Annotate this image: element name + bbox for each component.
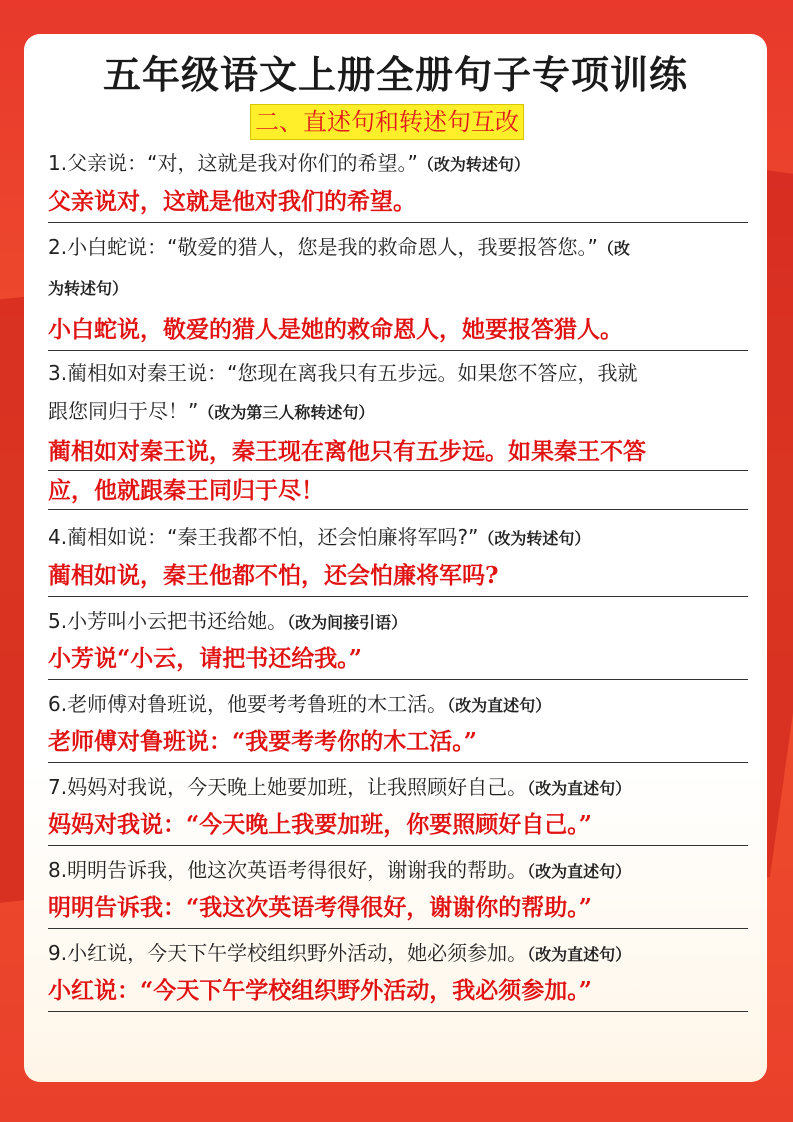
question-text: 1.父亲说：“对，这就是我对你们的希望。” — [48, 151, 418, 175]
question-text: 3.蔺相如对秦王说：“您现在离我只有五步远。如果您不答应，我就 — [48, 361, 638, 385]
question-text: 跟您同归于尽！” — [48, 399, 199, 423]
answer-line: 应，他就跟秦王同归于尽！ — [48, 471, 748, 510]
question-hint: （改为直述句） — [527, 862, 632, 881]
question-hint: （改为转述句） — [417, 155, 530, 174]
question-text: 2.小白蛇说：“敬爱的猎人，您是我的救命恩人，我要报答您。” — [48, 235, 598, 259]
question-5 — [48, 604, 748, 638]
question-text: 7.妈妈对我说，今天晚上她要加班，让我照顾好自己。 — [48, 775, 528, 799]
question-text: 5.小芳叫小云把书还给她。 — [48, 609, 288, 633]
question-text: 9.小红说，今天下午学校组织野外活动，她必须参加。 — [48, 941, 528, 965]
question-text: 6.老师傅对鲁班说，他要考考鲁班的木工活。 — [48, 692, 448, 716]
answer-8: 明明告诉我：“我这次英语考得很好，谢谢你的帮助。” — [48, 888, 748, 929]
answer-4: 蔺相如说，秦王他都不怕，还会怕廉将军吗? — [48, 556, 748, 597]
section-subtitle: 二、直述句和转述句互改 — [250, 104, 524, 140]
question-hint: （改 — [597, 239, 630, 258]
page-title: 五年级语文上册全册句子专项训练 — [102, 53, 688, 97]
question-1 — [48, 146, 748, 180]
question-3-line2 — [48, 394, 748, 428]
question-4 — [48, 520, 748, 554]
question-hint: （改为转述句） — [478, 529, 591, 548]
question-hint: 为转述句） — [48, 279, 129, 298]
question-text: 4.蔺相如说：“秦王我都不怕，还会怕廉将军吗?” — [48, 525, 479, 549]
answer-1: 父亲说对，这就是他对我们的希望。 — [48, 182, 748, 223]
question-hint: （改为直述句） — [527, 779, 632, 798]
question-2-line2 — [48, 270, 748, 304]
question-3 — [48, 356, 748, 390]
question-hint: （改为直述句） — [447, 696, 552, 715]
answer-3 — [48, 432, 748, 512]
answer-6: 老师傅对鲁班说：“我要考考你的木工活。” — [48, 722, 748, 763]
question-text: 8.明明告诉我，他这次英语考得很好，谢谢我的帮助。 — [48, 858, 528, 882]
question-9 — [48, 936, 748, 970]
question-2 — [48, 230, 748, 264]
answer-7: 妈妈对我说：“今天晚上我要加班，你要照顾好自己。” — [48, 805, 748, 846]
question-hint: （改为第三人称转述句） — [198, 403, 375, 422]
question-7 — [48, 770, 748, 804]
worksheet-card — [24, 34, 767, 1082]
answer-9: 小红说：“今天下午学校组织野外活动，我必须参加。” — [48, 971, 748, 1012]
answer-line: 蔺相如对秦王说，秦王现在离他只有五步远。如果秦王不答 — [48, 432, 748, 471]
question-8 — [48, 853, 748, 887]
question-hint: （改为间接引语） — [287, 613, 408, 632]
question-hint: （改为直述句） — [527, 945, 632, 964]
answer-2: 小白蛇说，敬爱的猎人是她的救命恩人，她要报答猎人。 — [48, 310, 748, 351]
answer-5: 小芳说“小云，请把书还给我。” — [48, 639, 748, 680]
question-6 — [48, 687, 748, 721]
